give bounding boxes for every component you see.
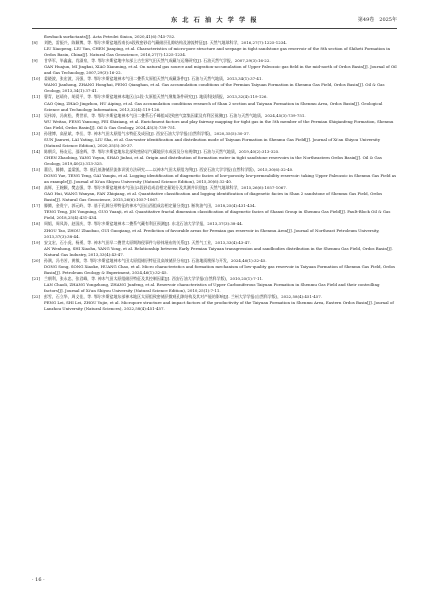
reference-chinese: 董岳，滕腾，盖梁凯，等. 低孔低渗储层流体识别方法研究——以神木气田太原组为例[J]. 西安石油大学学报(自然科学版)，2015,30(6):32-40. bbox=[44, 167, 294, 173]
reference-entry bbox=[32, 149, 397, 167]
reference-chinese: 陈朝兵，杨友运，邵金辉，等. 鄂尔多斯盆地东北部致密砂岩气藏地层水成因及分布规律[J]. 石油与天然气地质，2019,40(2):313-325. bbox=[44, 148, 280, 154]
reference-entry bbox=[32, 76, 397, 94]
reference-entry bbox=[32, 40, 397, 58]
reference-number: [21] bbox=[32, 275, 41, 281]
reference-entry bbox=[32, 258, 397, 276]
reference-body bbox=[44, 167, 397, 185]
reference-chinese: 姜晓波，张宏波，冯强，等. 鄂尔多斯盆地神木气田二叠系太原组天然气成藏条件[J]. 石油与天然气地质，2013,34(1):37-41. bbox=[44, 76, 263, 82]
reference-english: TENG Teng, JIN Yongning, GUO Yuanji, et al. Quantitative fractal dimension classification of diagenetic facies of Shanxi Group in Shenmu Gas Field[J]. Fault-Block Oil & Gas Field, 2018,25(4):431-434. bbox=[44, 209, 391, 221]
continuation-text: flowback surfactants[J]. Acta Petrolei Sinica, 2020,41(6):745-752. bbox=[44, 34, 176, 39]
reference-chinese: 滕腾，金贵宁，郭元岭，等. 基于孔隙分形特征的神木气田山西组成岩相定量分类[J]. 断块油气田，2018,25(4):431-434. bbox=[44, 203, 256, 209]
reference-number: [17] bbox=[32, 203, 41, 209]
reference-chinese: 孙满，冯书芳，黄敏，等. 鄂尔多斯盆地神木气田太原组储层特征及高效储层分布[J]. 石油地质勘探与开发，2024,46(1):32-45. bbox=[44, 257, 267, 263]
reference-entry bbox=[32, 240, 397, 258]
reference-chinese: 安文宏，石小虎，杨勇，等. 神木气田早二叠世太原期海侵事件与砂体展布的关系[J]. 天然气工业，2013,33(4):43-47. bbox=[44, 239, 251, 245]
reference-entry bbox=[32, 131, 397, 149]
reference-body bbox=[44, 203, 397, 221]
reference-body bbox=[44, 258, 397, 276]
reference-number: [16] bbox=[32, 185, 41, 191]
reference-number: [10] bbox=[32, 76, 41, 82]
reference-number: [20] bbox=[32, 257, 41, 263]
running-header bbox=[32, 14, 397, 29]
reference-list bbox=[32, 34, 397, 569]
reference-english: CAO Qing, ZHAO Jingzhou, HU Aiping, et al. Gas accumulation conditions research of Shan 2 section and Taiyuan Formation in Shenmu Area, Ordos Basin[J]. Geological Science and Technology Information, 2013,32(4):119-126. bbox=[44, 100, 383, 112]
reference-chinese: 刘艳，雷振兴，陈颖博，等. 鄂尔多斯盆地西南长8段致密砂岩气藏储层孔隙结构及渗流特征[J]. 天然气地球科学，2016,27(7):1225-1234. bbox=[44, 40, 288, 46]
reference-english: CHEN Zhaobing, YANG Yoyun, SHAO Jinhui, et al. Origin and distribution of formation water in tight sandstone reservoirs in the Northeastern Ordos Basin[J]. Oil & Gas Geology, 2019,40(2):313-325. bbox=[44, 154, 382, 166]
reference-chinese: 吴伟涛，冯寅松，费世祥，等. 鄂尔多斯盆地神木气田二叠系石千峰组5段致密气富集因素及有利区预测[J]. 石油与天然气地质，2024,45(3):739-751. bbox=[44, 112, 306, 118]
reference-english: LIU Xiaopeng, LIU Yan, CHEN Jianping, et al. Characteristics of micro-pore structure and seepage in tight sandstone gas reservoir of the 8th section of Shiheti Formation in Ordos Basin, China[J]. Natural Gas Geoscience, 2016,27(7):1225-1234. bbox=[44, 46, 391, 58]
reference-chinese: 曹青，赵靖舟，胡爱平，等. 鄂尔多斯盆地神木地区山2段-太原组天然气聚集条件研究[J]. 地质科技情报，2013,32(4):119-126. bbox=[44, 94, 268, 100]
reference-entry bbox=[32, 203, 397, 221]
reference-body bbox=[44, 113, 397, 131]
reference-entry bbox=[32, 58, 397, 76]
reference-english: WU Weitao, FENG Yansong, FEI Shixiang, et al. Enrichment factors and play fairway mapping for tight gas in the 5th member of the Permian Shiqianfeng Formation, Shenmu Gas Field, Ordos Basin[J]. Oil & Gas Geology, 2024,45(3):739-751. bbox=[44, 118, 394, 130]
reference-body bbox=[44, 94, 397, 112]
reference-english: GAO Hui, WANG Wanyan, FAN Zhiqiang, et al. Quantitative classification and logging identification of diagenetic facies in Shan 2 sandstone of Shenmu Gas Field, Ordos Basin[J]. Natural Gas Geoscience, 2015,26(6):1057-1067. bbox=[44, 191, 383, 203]
reference-body bbox=[44, 294, 397, 312]
reference-number: [18] bbox=[32, 221, 41, 227]
reference-number: [8] bbox=[32, 40, 38, 46]
reference-chinese: 兰朝利，张永忠，张君峰，等. 神木气田太原组储层特征及其控制因素[J]. 西安石油大学学报(自然科学版)，2010,25(1):7-11. bbox=[44, 275, 264, 281]
reference-body bbox=[44, 131, 397, 149]
reference-number: [22] bbox=[32, 294, 41, 300]
reference-number: [12] bbox=[32, 112, 41, 118]
reference-number: [13] bbox=[32, 130, 41, 136]
reference-english: DONG Yue, TENG Teng, GAI Yanqiu, et al. Logging identification of diagenetic facies of low-porosity low-permeability reservoir: taking Upper Paleozoic in Shenmu Gas Field as an example[J]. Journal of Xi'an Shiyou University (Natural Science Edition), 2015,30(6):32-40. bbox=[44, 173, 397, 185]
reference-entry bbox=[32, 113, 397, 131]
reference-body bbox=[44, 149, 397, 167]
reference-number: [14] bbox=[32, 148, 41, 154]
reference-body bbox=[44, 40, 397, 58]
reference-chinese: 高辉，王婉颖，樊志强，等. 鄂尔多斯盆地神木气田山2段砂岩成岩相定量划分及其测井识别[J]. 天然气地球科学，2015,26(6):1057-1067. bbox=[44, 185, 288, 191]
reference-chinese: 周韬，周凤涛，赵国庆，等. 鄂尔多斯盆地神木二叠系气藏有利区预测[J]. 东北石油大学学报，2013,37(3):38-44. bbox=[44, 221, 244, 227]
reference-entry bbox=[32, 294, 397, 312]
reference-english: GAN Huajun, MI Jingkui, XIAO Xianming, et al. On natural gas source and migration-accumulation of Upper Paleozoic gas field in the mid-north of Ordos Basin[J]. Journal of Oil and Gas Technology, 2007,29(3):16-22. bbox=[44, 64, 397, 76]
reference-body bbox=[44, 58, 397, 76]
reference-entry bbox=[32, 167, 397, 185]
reference-body bbox=[44, 240, 397, 258]
page-number: · 16 · bbox=[32, 577, 45, 583]
reference-chinese: 孙建博，高星斌，李岳，等. 神木气田太原组气水特征及成因[J]. 西安石油大学学报(自然科学版)，2020,35(5):30-37. bbox=[44, 130, 251, 136]
reference-english: ZHOU Tao, ZHOU Zhaobao, GUI Guoqiang, et al. Prediction of favorable areas for Permian gas reservoir in Shenmu Area[J]. Journal of Northeast Petroleum University, 2013,37(3):38-44. bbox=[44, 227, 380, 239]
reference-english: WANG Jianhong, ZHANG Honghai, FENG Qianghan, et al. Gas accumulation conditions of the Permian Taiyuan Formation in Shenmu Gas Field, Ordos Basin[J]. Oil & Gas Geology, 2013,34(1):37-41. bbox=[44, 82, 385, 94]
reference-entry bbox=[32, 94, 397, 112]
reference-entry bbox=[32, 276, 397, 294]
reference-english: LAN Chaoli, ZHANG Yongzhong, ZHANG Junfeng, et al. Reservoir characteristics of Upper Carboniferous Taiyuan Formation in Shenmu Gas Field and their controlling factors[J]. Journal of Xi'an Shiyou University (Natural Science Edition), 2010,25(1):7-11. bbox=[44, 281, 380, 293]
reference-body bbox=[44, 76, 397, 94]
reference-entry bbox=[32, 185, 397, 203]
reference-body bbox=[44, 185, 397, 203]
reference-chinese: 甘华军，毕鑫鑫，肖淑泉，等. 鄂尔多斯盆地中东部上古生界气田天然气成藏与运聚研究[J]. 石油天然气学报，2007,29(3):16-22. bbox=[44, 58, 271, 64]
reference-english: AN Wenhong, SHI Xiaohu, YANG Yong, et al. Relationship between Early Permian Taiyuan transgression and sandbodies distribution in the Shenmu Gas Field, Ordos Basin[J]. Natural Gas Industry, 2013,33(4):43-47. bbox=[44, 245, 393, 257]
reference-english: SUN Jianwei, LAI Yating, LIU Sha, et al. Gas-water identification and distribution mode of Taiyuan Formation in Shenmu Gas Field[J]. Journal of Xi'an Shiyou University (Natural Science Edition), 2020,35(5):30-37. bbox=[44, 136, 381, 148]
reference-entry bbox=[32, 221, 397, 239]
reference-number: [11] bbox=[32, 94, 41, 100]
reference-chinese: 彭雪，石立华，周义佳，等. 鄂尔多斯盆地东部神木地区太原组致密储层微观孔隙结构及其对产能的影响[J]. 兰州大学学报(自然科学版)，2022,58(4):451-457. bbox=[44, 294, 322, 300]
volume-info: 第49卷 2025年 bbox=[357, 17, 397, 23]
reference-number: [19] bbox=[32, 239, 41, 245]
reference-number: [9] bbox=[32, 58, 38, 64]
reference-number: [15] bbox=[32, 167, 41, 173]
reference-english: PENG Lei, SHI Lei, ZHOU Yujie, et al. Micropore structure and impact factors of the productivity of the Taiyuan Formation in Shenmu Area, Eastern Ordos Basin[J]. Journal of Lanzhou University (Natural Sciences), 2022,58(4):451-457. bbox=[44, 300, 394, 312]
journal-title: 东 北 石 油 大 学 学 报 bbox=[170, 17, 259, 24]
reference-body bbox=[44, 276, 397, 294]
reference-body bbox=[44, 221, 397, 239]
reference-english: DONG Song, SONG Xiaoke, HUANG Chao, et al. Micro characteristics and formation mechanism of low-quality gas reservoir in Taiyuan Formation of Shenmu Gas Field, Ordos Basin[J]. Petroleum Geology & Experiment, 2024,46(1):32-45. bbox=[44, 263, 396, 275]
